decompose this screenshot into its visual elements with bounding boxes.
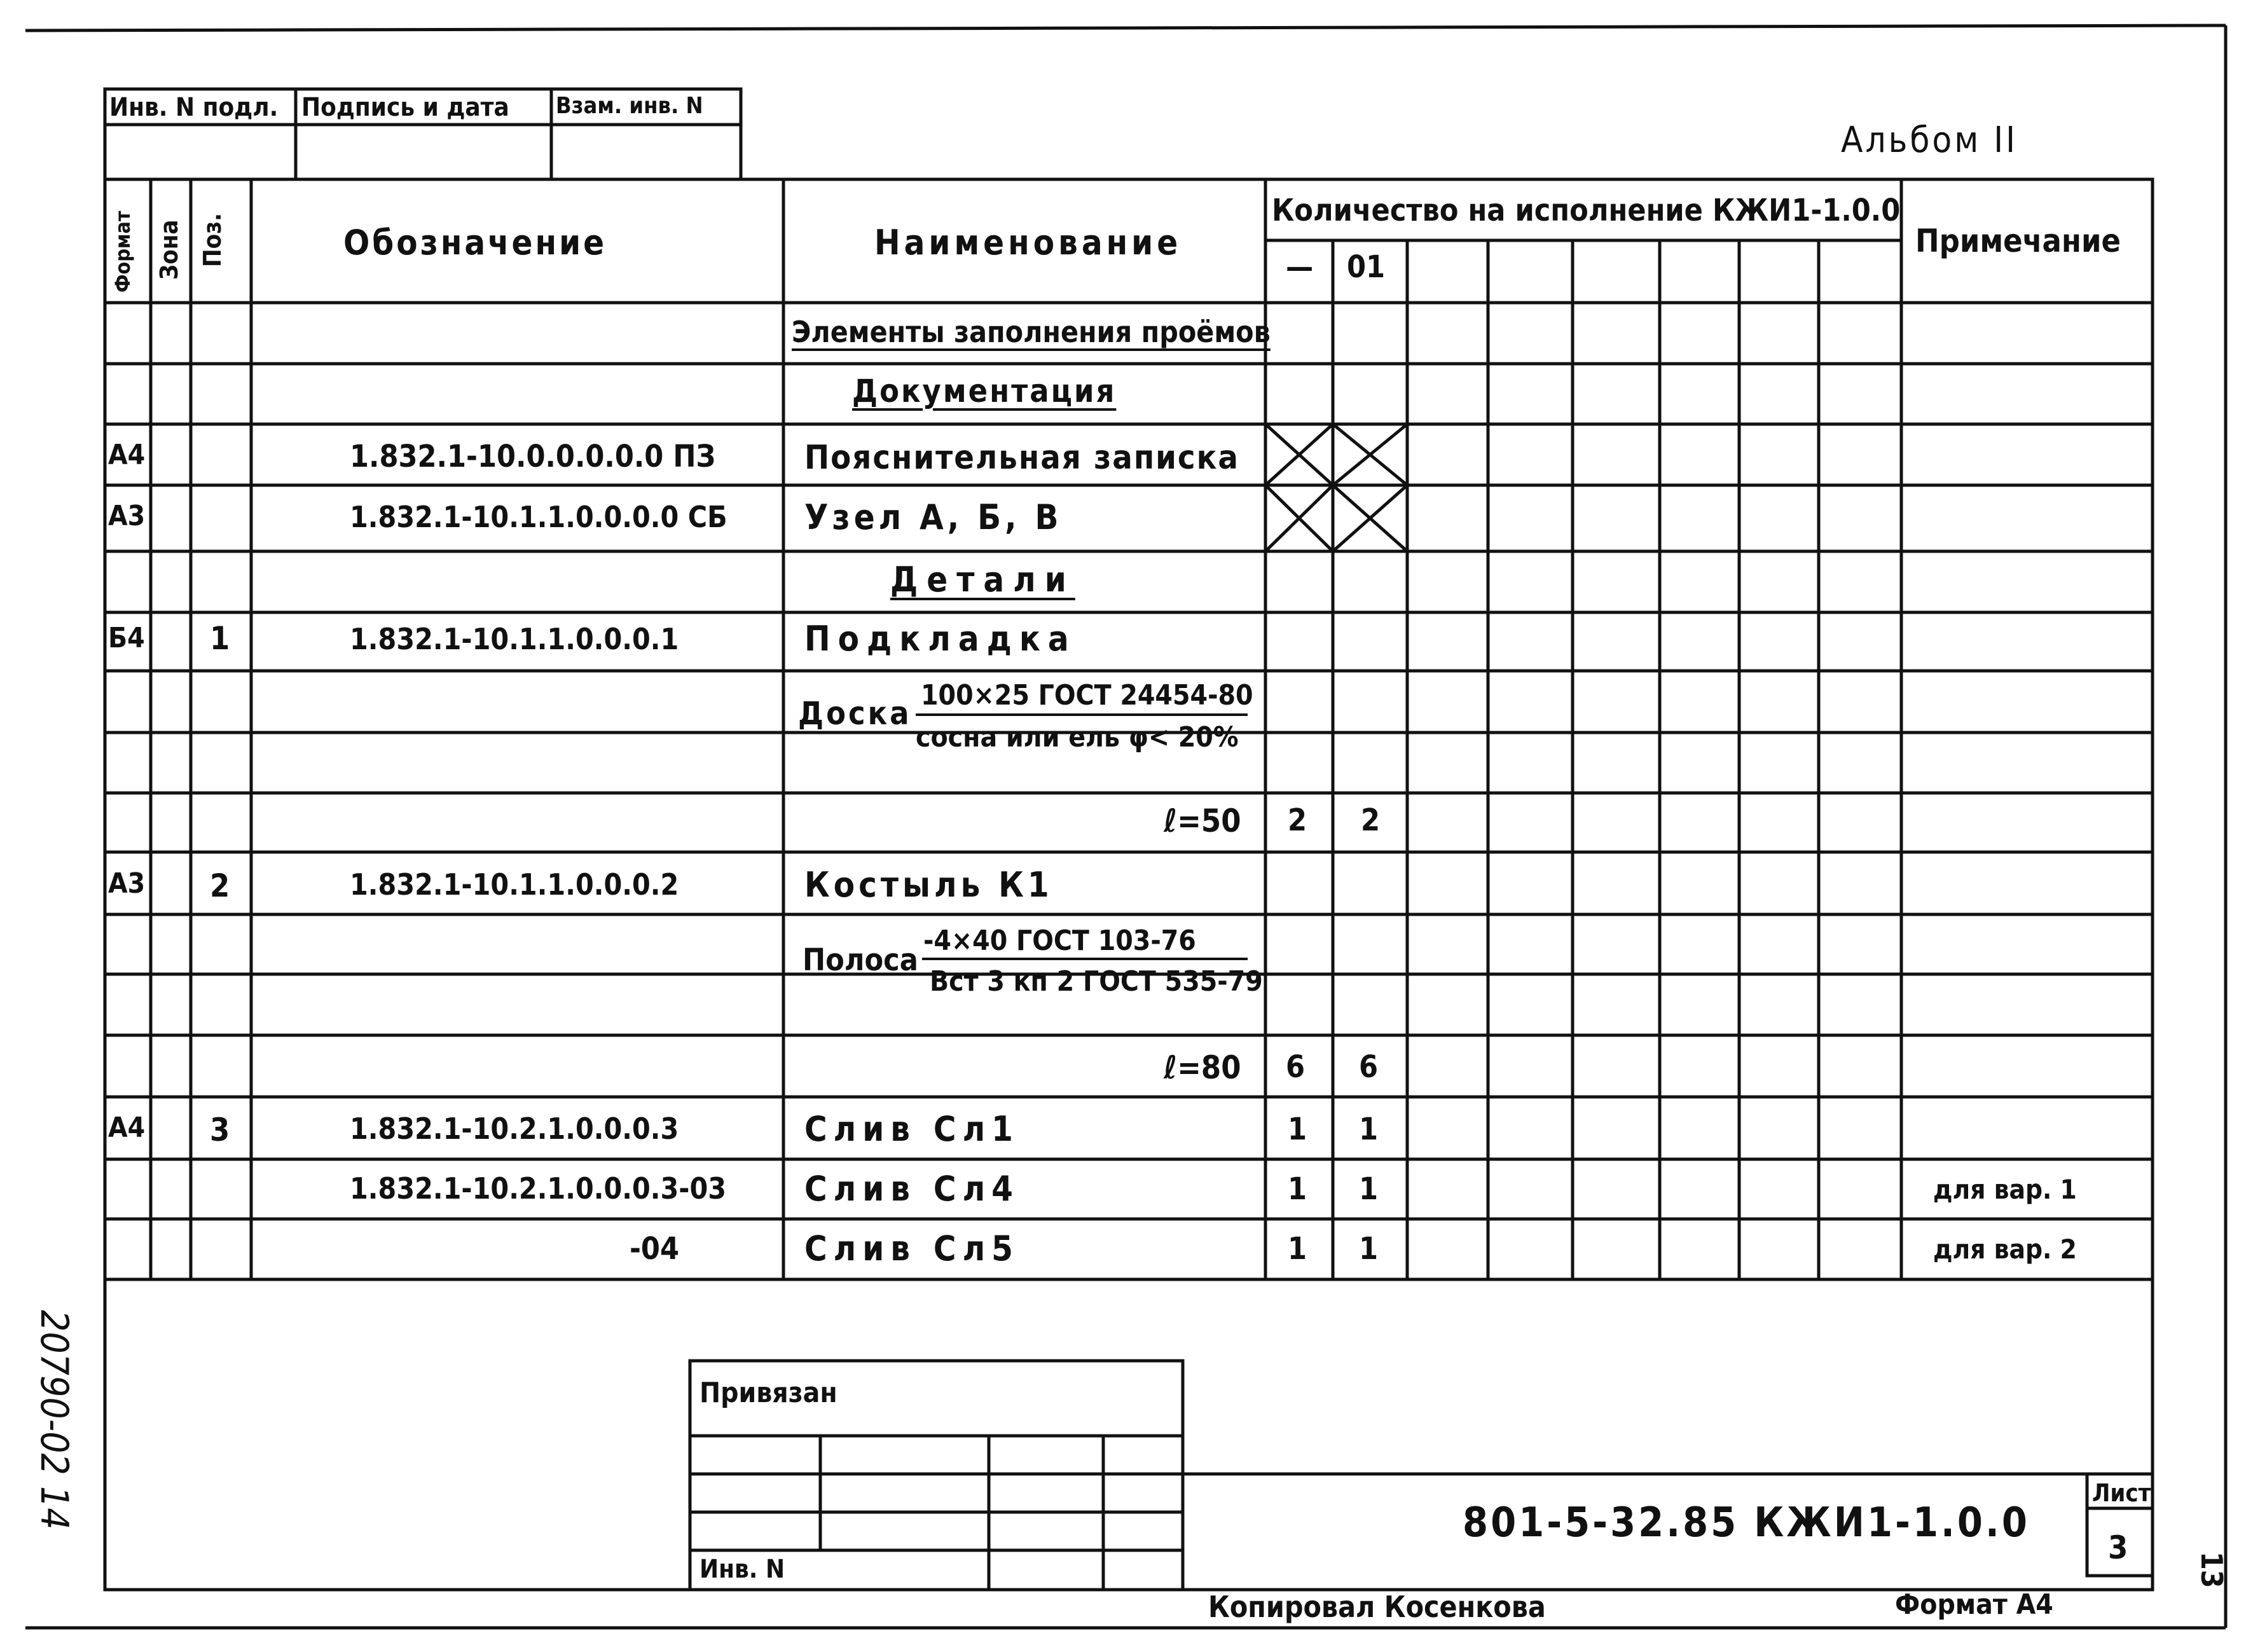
row-note: для вар. 1: [1933, 1174, 2077, 1205]
sheet-label: Лист: [2092, 1479, 2151, 1507]
material-numerator: -4×40 ГОСТ 103-76: [923, 925, 1196, 957]
material-numerator: 100×25 ГОСТ 24454-80: [921, 679, 1253, 712]
row-quantity: 6: [1359, 1049, 1379, 1085]
row-position: 3: [210, 1112, 230, 1148]
row-quantity: 2: [1361, 802, 1381, 838]
row-note: для вар. 2: [1933, 1234, 2077, 1265]
row-quantity: 1: [1359, 1231, 1379, 1267]
side-archive-number: 20790-02 14: [32, 1310, 76, 1530]
row-format: А4: [108, 439, 146, 471]
row-designation: 1.832.1-10.1.1.0.0.0.0 СБ: [350, 500, 727, 534]
header-position: Поз.: [198, 213, 226, 267]
section-openings: Элементы заполнения проёмов: [792, 315, 1271, 349]
privyazan-label: Привязан: [699, 1377, 837, 1409]
header-quantity-dash: —: [1286, 249, 1314, 285]
row-designation: 1.832.1-10.2.1.0.0.0.3: [350, 1112, 679, 1146]
copied-by: Копировал Косенкова: [1208, 1590, 1546, 1624]
stamp-inv-subl-label: Инв. N подл.: [109, 93, 279, 122]
header-note: Примечание: [1915, 223, 2121, 259]
inv-number-label: Инв. N: [699, 1555, 785, 1584]
document-code: 801-5-32.85 КЖИ1-1.0.0: [1463, 1499, 2030, 1546]
row-format: А4: [108, 1112, 146, 1144]
format-label: Формат А4: [1895, 1588, 2053, 1621]
row-designation: 1.832.1-10.1.1.0.0.0.1: [350, 622, 679, 656]
header-quantity: Количество на исполнение КЖИ1-1.0.0: [1272, 193, 1901, 228]
stamp-replacement-inv-label: Взам. инв. N: [556, 93, 703, 119]
row-quantity: 1: [1288, 1171, 1307, 1207]
row-name: Слив Сл4: [804, 1169, 1019, 1209]
header-zone: Зона: [155, 219, 183, 280]
row-name: Пояснительная записка: [804, 439, 1239, 477]
sheet-number: 3: [2108, 1529, 2128, 1566]
row-designation: 1.832.1-10.2.1.0.0.0.3-03: [350, 1171, 727, 1206]
row-format: Б4: [108, 622, 145, 654]
row-length: ℓ=50: [1164, 802, 1241, 839]
row-name: Узел А, Б, В: [804, 497, 1063, 537]
header-name: Наименование: [874, 223, 1182, 263]
row-name: Слив Сл5: [804, 1229, 1019, 1269]
row-quantity: 1: [1359, 1171, 1379, 1207]
header-designation: Обозначение: [343, 223, 607, 263]
section-details: Детали: [890, 560, 1075, 600]
row-quantity: 1: [1288, 1112, 1307, 1147]
material-label: Полоса: [803, 942, 918, 978]
row-length: ℓ=80: [1164, 1049, 1241, 1086]
row-position: 1: [210, 620, 230, 657]
row-quantity: 1: [1288, 1231, 1307, 1267]
material-denominator: сосна или ель φ< 20%: [916, 721, 1239, 754]
row-name: Подкладка: [804, 619, 1077, 659]
header-quantity-01: 01: [1347, 249, 1386, 285]
row-designation: 1.832.1-10.1.1.0.0.0.2: [350, 867, 679, 902]
corner-page-number: 13: [2194, 1552, 2229, 1588]
row-quantity: 1: [1359, 1112, 1379, 1147]
header-format: Формат: [111, 210, 135, 293]
stamp-signature-date-label: Подпись и дата: [301, 93, 509, 122]
material-denominator: Вст 3 кп 2 ГОСТ 535-79: [930, 965, 1263, 998]
row-format: А3: [108, 867, 146, 900]
row-designation: 1.832.1-10.0.0.0.0.0 ПЗ: [350, 439, 716, 474]
row-position: 2: [210, 867, 230, 904]
row-quantity: 2: [1288, 802, 1307, 838]
row-name: Костыль К1: [804, 865, 1053, 905]
row-name: Слив Сл1: [804, 1109, 1019, 1149]
row-quantity: 6: [1286, 1049, 1306, 1085]
row-format: А3: [108, 500, 146, 532]
material-label: Доска: [798, 695, 912, 732]
section-documentation: Документация: [852, 373, 1117, 410]
row-designation: -04: [630, 1231, 680, 1267]
album-label: Альбом II: [1841, 120, 2018, 161]
